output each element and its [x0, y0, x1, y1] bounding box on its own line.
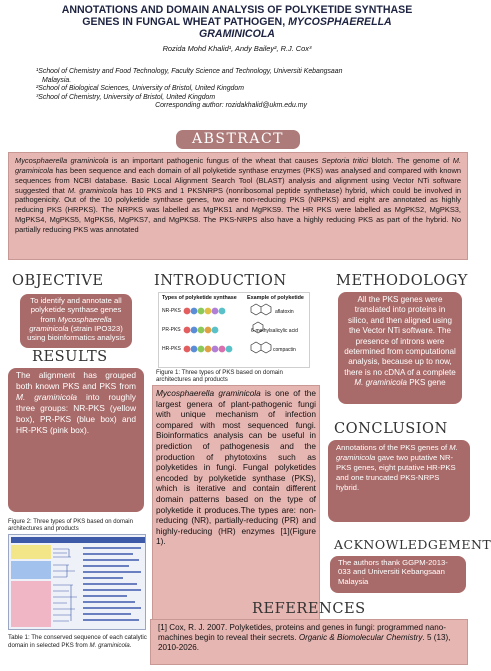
references-heading: REFERENCES	[252, 600, 366, 617]
alignment-graphic	[9, 535, 147, 631]
figure-1-caption: Figure 1: Three types of PKS based on domain architectures and products	[156, 369, 283, 384]
title-line-3: GRAMINICOLA	[199, 28, 275, 40]
table-1-image	[8, 534, 146, 630]
objective-heading: OBJECTIVE	[12, 272, 104, 289]
figure-1-header-left: Types of polyketide synthase	[162, 295, 237, 301]
table-1-caption: Table 1: The conserved sequence of each catalytic domain in selected PKS from M. graminicola.	[8, 634, 147, 649]
introduction-heading: INTRODUCTION	[154, 272, 287, 289]
references-box: [1] Cox, R. J. 2007. Polyketides, proteins and genes in fungi: programmed nano-machines begin to reveal their secrets. Organic & Biomolecular Chemistry. 5 (13), 2010-2026.	[150, 619, 468, 665]
methodology-box: All the PKS genes were translated into proteins in silico, and then aligned using the Vector NTi software. The presence of introns were determined from computational analysis, because up to now, there is no cDNA of a complete M. graminicola PKS gene	[338, 292, 462, 404]
row-label-hr: HR-PKS	[162, 346, 181, 352]
figure-1-header-right: Example of polyketide	[247, 295, 304, 301]
results-box: The alignment has grouped both known PKS and PKS from M. graminicola into roughly three groups: NR-PKS (yellow box), PR-PKS (blue box) and HR-PKS (pink box).	[8, 368, 144, 512]
acknowledgement-heading: ACKNOWLEDGEMENT	[334, 537, 491, 552]
abstract-box: Mycosphaerella graminicola is an important pathogenic fungus of the wheat that causes Septoria tritici blotch. The genome of M. graminicola has been sequence and each domain of all polyketide synthase enzymes (PKS) was analysed and compared with known sequences from NCBI database. Basic Local Alignment Search Tool (BLAST) analysis and alignment using Vector NTi software suggested that M. graminicola has 10 PKS and 1 PKSNRPS (nonribosomal peptide synthetase) hybrid, which could be involved in pathogenicity. Out of the 10 polyketide synthase genes, two are non-reducing PKS (NRPKS) and eight are annotated as highly reducing PKS (HRPKS). The NRPKS was labelled as MgPKS1 and MgPKS9. The HR PKS were labelled as MgPKS2, MgPKS3, MgPKS4, MgPKS5, MgPKS6, MgPKS7, and MgPKS8. The PKS-NRPS also have a highly reducing PKS as part of the hybrid. No partially reducing PKS was annotated	[8, 152, 468, 260]
figure-2-spacer	[8, 512, 144, 518]
figure-2-caption: Figure 2: Three types of PKS based on domain architectures and products	[8, 519, 133, 533]
introduction-text-box: Mycosphaerella graminicola is one of the largest genera of plant-pathogenic fungi with unique mechanism of infection compared with most sequenced fungi. Bioinformatics analysis can be useful in prediction of pathogenesis and the production of phytotoxins such as polyketides in fungi. Fungal polyketides encoded by polyketide synthase (PKS), which is iterative and contain different domain patterns based on the type of polyketide it produces.The types are: non-reducing (NR), partially-reducing (PR) and highly-reducing (HR) enzymes [1](Figure 1).	[152, 385, 320, 629]
objective-box: To identify and annotate all polyketide synthase genes from Mycosphaerella graminicola (strain IPO323) using bioinformatics analysis	[20, 294, 132, 348]
title-line-2: GENES IN FUNGAL WHEAT PATHOGEN, MYCOSPHAERELLA	[82, 16, 392, 28]
results-heading: RESULTS	[32, 348, 108, 365]
product-6msa: 6-methylsalicylic acid	[251, 328, 298, 334]
row-label-nr: NR-PKS	[162, 308, 181, 314]
title-line-1: ANNOTATIONS AND DOMAIN ANALYSIS OF POLYKETIDE SYNTHASE	[61, 4, 413, 16]
author-list: Rozida Mohd Khalid¹, Andy Bailey², R.J. Cox³	[162, 44, 312, 53]
acknowledgement-box: The authors thank GGPM-2013-033 and Universiti Kebangsaan Malaysia	[330, 556, 466, 593]
abstract-heading: ABSTRACT	[176, 130, 300, 149]
poster-header	[0, 4, 474, 53]
product-compactin: compactin	[273, 347, 296, 353]
poster-title	[0, 4, 474, 40]
affiliation-3: ³School of Chemistry, University of Bristol, United Kingdom	[36, 93, 216, 101]
conclusion-heading: CONCLUSION	[334, 420, 448, 437]
affiliation-2: ²School of Biological Sciences, University of Bristol, United Kingdom	[36, 85, 244, 93]
figure-1	[158, 292, 310, 368]
methodology-heading: METHODOLOGY	[336, 272, 468, 289]
affiliations	[36, 68, 456, 111]
affiliation-1: ¹School of Chemistry and Food Technology, Faculty Science and Technology, Universiti Kebangsaan	[36, 68, 343, 75]
affiliation-1-cont: Malaysia.	[42, 76, 72, 84]
corresponding-author: Corresponding author: rozidakhalid@ukm.edu.my	[155, 102, 307, 110]
row-label-pr: PR-PKS	[162, 327, 181, 333]
conclusion-box: Annotations of the PKS genes of M. graminicola gave two putative NR-PKS genes, eight putative HR-PKS and one truncated PKS-NRPS hybrid.	[328, 440, 470, 522]
product-aflatoxin: aflatoxin	[275, 309, 294, 315]
